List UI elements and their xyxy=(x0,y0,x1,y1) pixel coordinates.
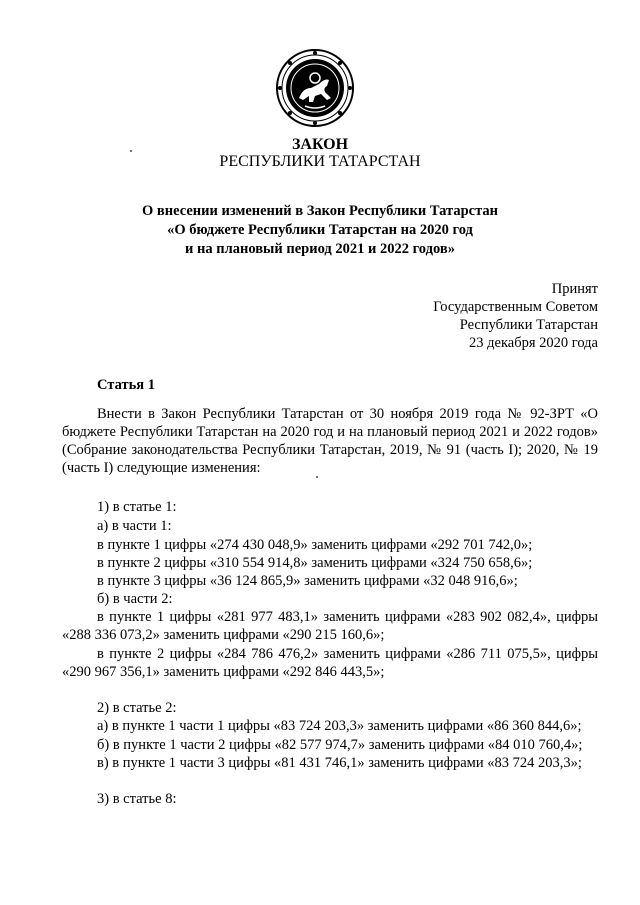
adoption-block xyxy=(433,280,598,352)
law-label: ЗАКОН xyxy=(291,136,349,153)
adoption-line-1: Принят xyxy=(551,281,598,297)
section-1b-item-1-line-1: в пункте 1 цифры «281 977 483,1» заменить цифрами «283 902 082,4», цифры xyxy=(97,609,598,625)
article-intro: Внести в Закон Республики Татарстан от 30 ноября 2019 года № 92-ЗРТ «О бюджете Республики Татарстан на 2020 год и на плановый период 2021 и 2022 годов» (Собрание законодательства Республики Татарстан, 2019, № 91 (часть I); 2020, № 19 (часть I) следующие изменения: xyxy=(62,406,598,476)
section-1a-item-3: в пункте 3 цифры «36 124 865,9» заменить цифрами «32 048 916,6»; xyxy=(97,573,518,589)
adoption-line-3: Республики Татарстан xyxy=(459,317,598,333)
law-heading xyxy=(100,202,540,259)
section-2c: в) в пункте 1 части 3 цифры «81 431 746,1» заменить цифрами «83 724 203,3»; xyxy=(97,755,582,771)
republic-label: РЕСПУБЛИКИ ТАТАРСТАН xyxy=(219,153,421,170)
section-1a: а) в части 1: xyxy=(97,518,172,534)
section-2: 2) в статье 2: xyxy=(97,700,177,716)
section-1b: б) в части 2: xyxy=(97,591,173,607)
heading-line-2: «О бюджете Республики Татарстан на 2020 год xyxy=(167,222,473,238)
scan-speck xyxy=(130,150,132,152)
article-title: Статья 1 xyxy=(97,377,155,393)
scan-speck xyxy=(316,476,318,478)
section-1a-item-1: в пункте 1 цифры «274 430 048,9» заменить цифрами «292 701 742,0»; xyxy=(97,537,533,553)
heading-line-1: О внесении изменений в Закон Республики Татарстан xyxy=(142,203,498,219)
tatarstan-coat-of-arms-icon xyxy=(275,48,355,128)
section-2b: б) в пункте 1 части 2 цифры «82 577 974,7» заменить цифрами «84 010 760,4»; xyxy=(97,737,583,753)
section-3: 3) в статье 8: xyxy=(97,791,177,807)
section-1b-item-2-line-2: «290 967 356,1» заменить цифрами «292 846 443,5»; xyxy=(62,664,385,680)
section-1b-item-1-line-2: «288 336 073,2» заменить цифрами «290 215 160,6»; xyxy=(62,627,385,643)
adoption-date: 23 декабря 2020 года xyxy=(469,335,598,351)
adoption-line-2: Государственным Советом xyxy=(433,299,598,315)
section-1a-item-2: в пункте 2 цифры «310 554 914,8» заменить цифрами «324 750 658,6»; xyxy=(97,555,533,571)
heading-line-3: и на плановый период 2021 и 2022 годов» xyxy=(185,241,455,257)
section-1b-item-2-line-1: в пункте 2 цифры «284 786 476,2» заменить цифрами «286 711 075,5», цифры xyxy=(97,646,598,662)
section-2a: а) в пункте 1 части 1 цифры «83 724 203,3» заменить цифрами «86 360 844,6»; xyxy=(97,718,582,734)
section-1: 1) в статье 1: xyxy=(97,499,177,515)
